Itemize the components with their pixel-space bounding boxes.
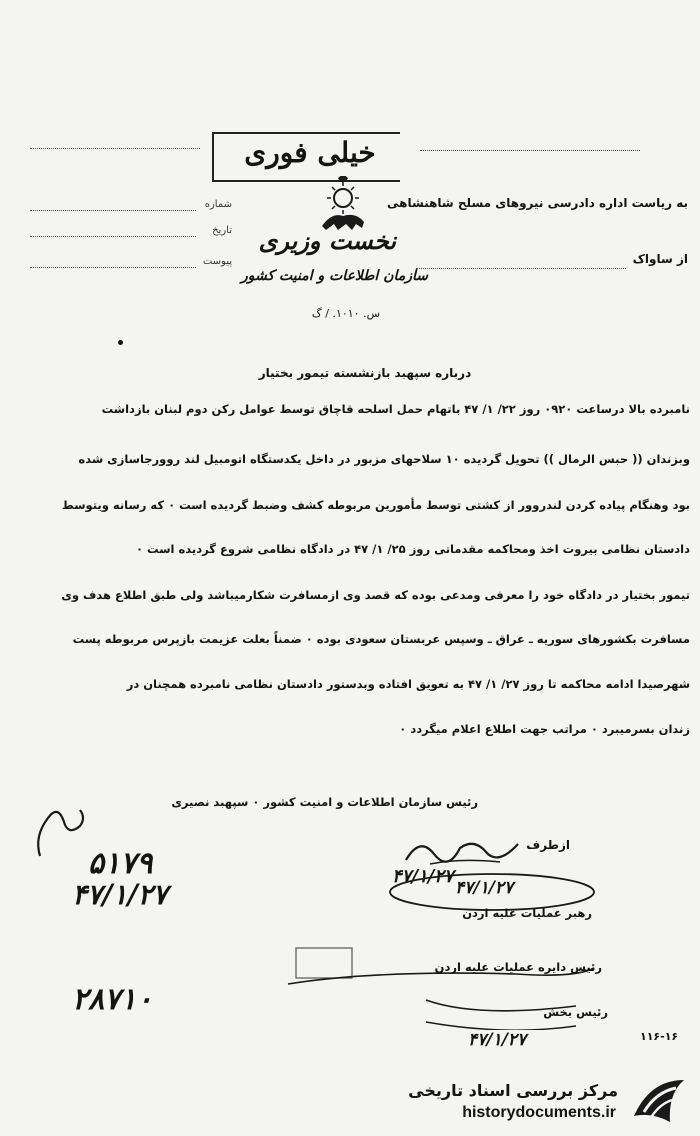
handwritten-signature-1 bbox=[400, 830, 530, 870]
handwritten-date-2: ۴۷/۱/۲۷ bbox=[455, 878, 514, 898]
ministry-name: نخست وزیری bbox=[258, 226, 396, 255]
sender-line: از ساواک bbox=[632, 252, 688, 266]
body-line-5: تیمور بختیار در دادگاه خود را معرفی ومدعی بوده که قصد وی ازمسافرت شکارمیباشد ولی طبق اطلاع هدف وی bbox=[61, 588, 690, 602]
recipient-line: به ریاست اداره دادرسی نیروهای مسلح شاهنشاهی bbox=[387, 196, 688, 210]
signature-line-3: رئیس بخش bbox=[543, 1005, 608, 1019]
signature-line-1: رهبر عملیات علیه اردن bbox=[462, 906, 592, 920]
urgent-stamp: خیلی فوری bbox=[244, 136, 376, 169]
handwritten-date-3: ۴۷/۱/۲۷ bbox=[468, 1030, 527, 1050]
sender-dotted-line bbox=[416, 268, 626, 269]
top-right-dotted-line bbox=[420, 150, 640, 151]
form-code: ۱۱۶-۱۶ bbox=[640, 1030, 679, 1043]
handwritten-number-bottom: ۲۸۷۱۰ bbox=[72, 982, 153, 1017]
body-line-2: وبزندان (( حبس الرمال )) تحویل گردیده ۱۰ سلاحهای مزبور در داخل یکدستگاه اتومبیل لند روورجاسازی شده bbox=[78, 452, 690, 466]
signatory-title: رئیس سازمان اطلاعات و امنیت کشور ۰ سپهبد نصیری bbox=[171, 795, 478, 809]
body-line-6: مسافرت بکشورهای سوریه ـ عراق ـ وسپس عربستان سعودی بوده ۰ ضمناً بعلت عزیمت بازپرس مربوطه پست bbox=[72, 632, 690, 646]
subject-line: درباره سپهبد بازنشسته تیمور بختیار bbox=[258, 366, 472, 380]
date-label: تاریخ bbox=[212, 225, 232, 236]
body-line-1: نامبرده بالا درساعت ۰۹۲۰ روز ۲۲/ ۱/ ۴۷ باتهام حمل اسلحه قاچاق توسط عوامل رکن دوم لبنان بازداشت bbox=[101, 402, 690, 416]
date-dotted-line bbox=[30, 236, 196, 237]
handwritten-date-1: ۴۷/۱/۲۷ bbox=[392, 866, 454, 887]
letter-code: س. ۱۰۱۰. / گ bbox=[311, 307, 380, 320]
handwritten-date-left: ۴۷/۱/۲۷ bbox=[72, 878, 168, 911]
number-label: شماره bbox=[204, 199, 232, 210]
handwritten-number-top: ۵۱۷۹ bbox=[88, 846, 153, 881]
footer-title: مرکز بررسی اسناد تاریخی bbox=[408, 1081, 618, 1100]
attachment-label: پیوست bbox=[202, 256, 232, 267]
footer-url: historydocuments.ir bbox=[462, 1104, 616, 1121]
body-line-3: بود وهنگام پیاده کردن لندروور از کشتی توسط مأمورین مربوطه کشف وضبط گردیده است ۰ که رسانه ویتوسط bbox=[61, 498, 690, 512]
signature-line-2: رئیس دایره عملیات علیه اردن bbox=[434, 960, 602, 974]
margin-scribble bbox=[30, 796, 90, 866]
attachment-dotted-line bbox=[30, 267, 196, 268]
archive-logo-icon bbox=[630, 1076, 690, 1128]
ink-dot bbox=[118, 340, 123, 345]
top-dotted-line bbox=[30, 148, 200, 149]
on-behalf-note: ازطرف bbox=[526, 838, 570, 852]
organization-name: سازمان اطلاعات و امنیت کشور bbox=[241, 268, 428, 284]
body-line-8: زندان بسرمیبرد ۰ مراتب جهت اطلاع اعلام میگردد ۰ bbox=[399, 722, 690, 736]
body-line-4: دادستان نظامی بیروت اخذ ومحاکمه مقدماتی روز ۲۵/ ۱/ ۴۷ در دادگاه نظامی شروع گردیده است ۰ bbox=[136, 542, 690, 556]
body-line-7: شهرصیدا ادامه محاکمه تا روز ۲۷/ ۱/ ۴۷ به تعویق افتاده وبدستور دادستان نظامی نامبرده همچنان در bbox=[126, 677, 690, 691]
number-dotted-line bbox=[30, 210, 196, 211]
